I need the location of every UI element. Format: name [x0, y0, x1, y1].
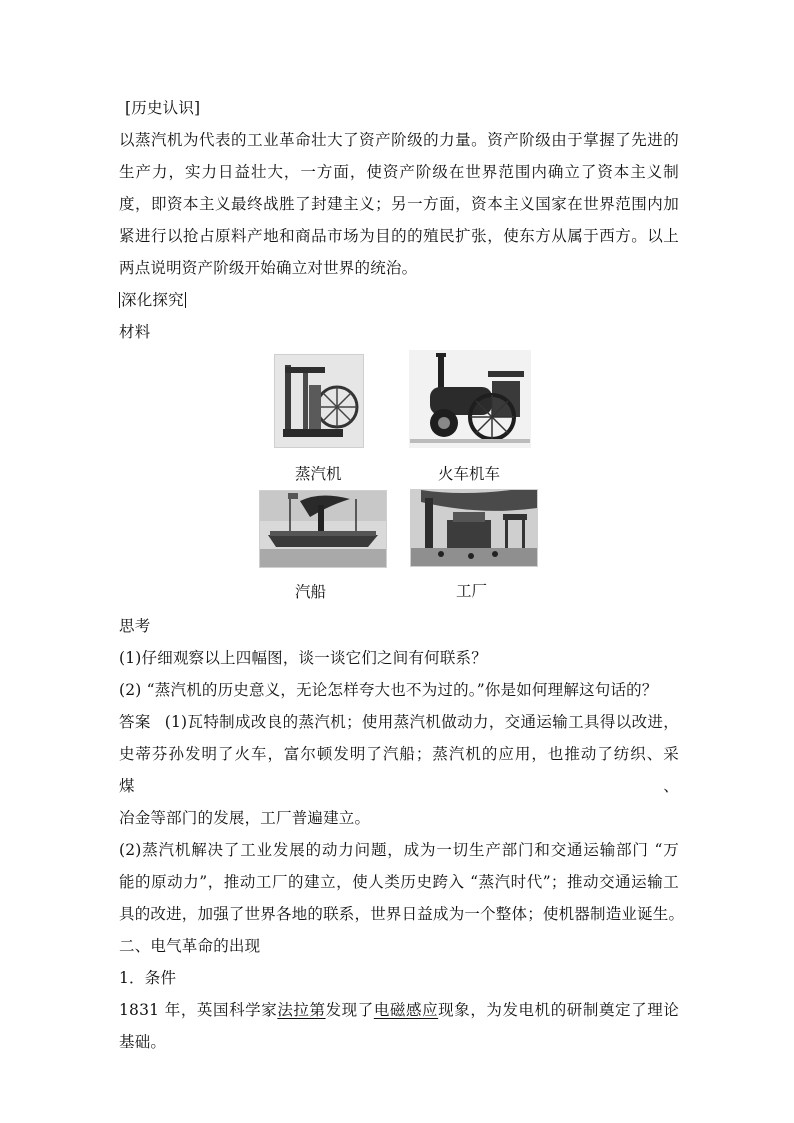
item-1-label: 1．条件: [119, 969, 177, 987]
condition-line-1: [119, 994, 679, 1026]
history-line-5: 两点说明资产阶级开始确立对世界的统治。: [119, 259, 418, 277]
question-1: (1)仔细观察以上四幅图，谈一谈它们之间有何联系？: [119, 649, 487, 667]
steam-engine-caption: 蒸汽机: [295, 465, 342, 483]
think-label: 思考: [119, 617, 151, 635]
steamship-caption: 汽船: [295, 583, 327, 601]
steam-engine-image: [274, 354, 364, 448]
condition-text-after: 现象，为发电机的研制奠定了理论: [438, 1001, 679, 1019]
history-line-4: 紧进行以抢占原料产地和商品市场为目的的殖民扩张，使东方从属于西方。以上: [119, 227, 679, 245]
answer-1-line-1: (1)瓦特制成改良的蒸汽机；使用蒸汽机做动力，交通运输工具得以改进，: [164, 713, 679, 731]
locomotive-image: [409, 350, 531, 448]
condition-text-middle: 发现了: [325, 1001, 374, 1019]
condition-phenomenon: 电磁感应: [373, 1001, 439, 1019]
condition-text-before: 1831 年，英国科学家: [119, 1001, 278, 1019]
answer-2-line-1: (2)蒸汽机解决了工业发展的动力问题，成为一切生产部门和交通运输部门 “万: [119, 841, 679, 859]
answer-1-line-2: 史蒂芬孙发明了火车，富尔顿发明了汽船；蒸汽机的应用，也推动了纺织、采煤、: [119, 745, 679, 795]
history-line-2: 生产力，实力日益壮大，一方面，使资产阶级在世界范围内确立了资本主义制: [119, 163, 679, 181]
section-2-title: 二、电气革命的出现: [119, 937, 261, 955]
condition-line-2: 基础。: [119, 1033, 167, 1051]
history-line-1: 以蒸汽机为代表的工业革命壮大了资产阶级的力量。资产阶级由于掌握了先进的: [119, 131, 679, 149]
locomotive-caption: 火车机车: [438, 465, 501, 483]
material-label: 材料: [119, 323, 151, 341]
history-heading: [历史认识]: [125, 99, 201, 117]
figure-grid: [119, 348, 679, 610]
answer-1-line-3: 冶金等部门的发展，工厂普遍建立。: [119, 809, 371, 827]
question-2: (2) “蒸汽机的历史意义，无论怎样夸大也不为过的。”你是如何理解这句话的？: [119, 681, 658, 699]
steamship-image: [259, 490, 387, 568]
factory-image: [410, 489, 538, 567]
factory-caption: 工厂: [456, 582, 488, 600]
answer-label: 答案: [119, 713, 151, 731]
history-line-3: 度，即资本主义最终战胜了封建主义；另一方面，资本主义国家在世界范围内加: [119, 195, 679, 213]
condition-person: 法拉第: [277, 1001, 326, 1019]
answer-2-line-2: 能的原动力”，推动工厂的建立，使人类历史跨入 “蒸汽时代”；推动交通运输工: [119, 873, 679, 891]
document-page: [119, 92, 685, 1058]
explore-heading: 深化探究: [121, 284, 184, 316]
answer-2-line-3: 具的改进，加强了世界各地的联系，世界日益成为一个整体；使机器制造业诞生。: [119, 905, 685, 923]
